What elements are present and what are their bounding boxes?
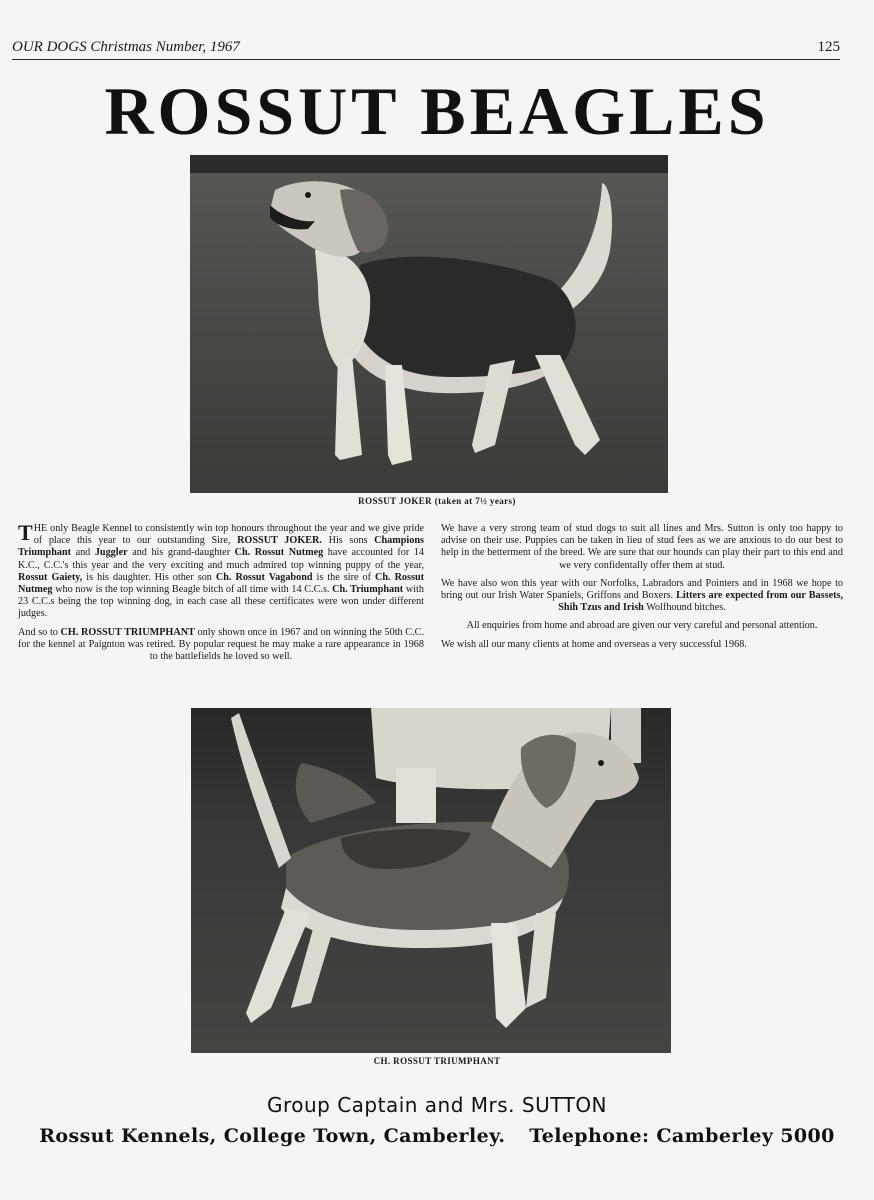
- paragraph: We wish all our many clients at home and overseas a very successful 1968.: [441, 638, 747, 650]
- paragraph: And so to CH. ROSSUT TRIUMPHANT only shown once in 1967 and on winning the 50th C.C. for the kennel at Paignton was retired. By popular request he may make a rare appearance in 1968 to the battlefields he loved so well.: [18, 626, 424, 663]
- photo-caption-triumphant: CH. ROSSUT TRIUMPHANT: [373, 1056, 501, 1066]
- photo-caption-joker: ROSSUT JOKER (taken at 7½ years): [358, 496, 516, 506]
- photo-ch-rossut-triumphant: [191, 708, 671, 1053]
- beagle-photo-1: [190, 155, 668, 493]
- page-number: 125: [817, 39, 840, 55]
- paragraph: All enquiries from home and abroad are given our very careful and personal attention.: [466, 620, 818, 632]
- owner-name: Group Captain and Mrs. SUTTON: [266, 1093, 608, 1117]
- publication-title: OUR DOGS Christmas Number, 1967: [12, 39, 240, 55]
- address-text: Rossut Kennels, College Town, Camberley.: [39, 1125, 506, 1147]
- paragraph: We have a very strong team of stud dogs to suit all lines and Mrs. Sutton is only too happy to advise on their use. Puppies can be taken in lieu of stud fees as we are anxious to do our best to help in the betterment of the breed. We are sure that our hounds can play their part to this end and we very confidentally offer them at stud.: [441, 523, 843, 571]
- paragraph: THE only Beagle Kennel to consistently win top honours throughout the year and we give pride of place this year to our outstanding Sire, ROSSUT JOKER. His sons Champions Triumphant and Juggler and his grand-daughter Ch. Rossut Nutmeg have accounted for 14 K.C., C.C.'s this year and the very exciting and much admired top winning puppy of the year, Rossut Gaiety, is his daughter. His other son Ch. Rossut Vagabond is the sire of Ch. Rossut Nutmeg who now is the top winning Beagle bitch of all time with 14 C.C.s. Ch. Triumphant with 23 C.C.s being the top winning dog, in each case all these certificates were won under different judges.: [18, 520, 425, 620]
- telephone-text: Telephone: Camberley 5000: [529, 1125, 835, 1147]
- advert-title: ROSSUT BEAGLES: [104, 73, 770, 149]
- paragraph: We have also won this year with our Norfolks, Labradors and Pointers and in 1968 we hope to bring out our Irish Water Spaniels, Griffons and Boxers. Litters are expected from our Bassets, Shih Tzus and Irish Wolfhound bitches.: [441, 577, 843, 614]
- drop-cap: T: [18, 520, 33, 545]
- body-column-left: [18, 520, 425, 669]
- running-header: [12, 40, 840, 60]
- body-column-right: [441, 523, 843, 657]
- photo-rossut-joker: [190, 155, 668, 493]
- kennel-address: [0, 1125, 874, 1147]
- beagle-photo-2: [191, 708, 671, 1053]
